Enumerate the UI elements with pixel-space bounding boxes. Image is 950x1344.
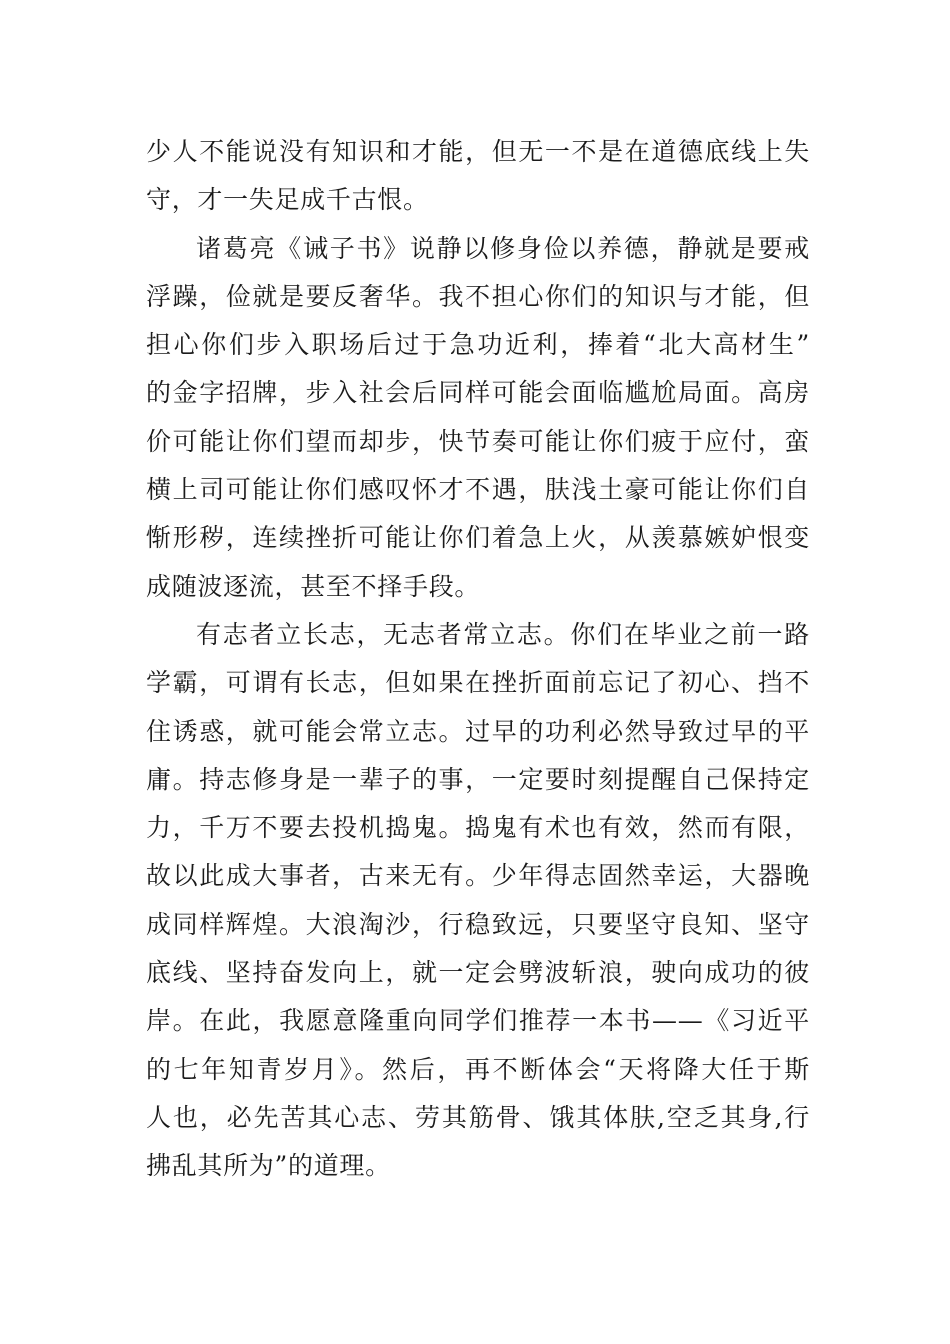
paragraph-3-line-5: 力，千万不要去投机捣鬼。捣鬼有术也有效，然而有限， [146,813,810,843]
paragraph-3-line-7: 成同样辉煌。大浪淘沙，行稳致远，只要坚守良知、坚守 [146,909,810,939]
paragraph-3-line-11: 人也，必先苦其心志、劳其筋骨、饿其体肤,空乏其身,行 [146,1102,810,1132]
paragraph-1-line-2: 守，才一失足成千古恨。 [146,185,429,215]
paragraph-2-line-4: 的金字招牌，步入社会后同样可能会面临尴尬局面。高房 [146,378,810,408]
paragraph-3-line-2: 学霸，可谓有长志，但如果在挫折面前忘记了初心、挡不 [146,668,810,698]
paragraph-2-line-5: 价可能让你们望而却步，快节奏可能让你们疲于应付，蛮 [146,426,810,456]
paragraph-2-line-2: 浮躁，俭就是要反奢华。我不担心你们的知识与才能，但 [146,281,810,311]
paragraph-3-line-9: 岸。在此，我愿意隆重向同学们推荐一本书——《习近平 [146,1006,810,1036]
paragraph-3-line-10: 的七年知青岁月》。然后，再不断体会“天将降大任于斯 [146,1054,810,1084]
paragraph-2-line-8: 成随波逐流，甚至不择手段。 [146,571,481,601]
paragraph-3-line-12: 拂乱其所为”的道理。 [146,1151,391,1181]
paragraph-2-line-1: 诸葛亮《诫子书》说静以修身俭以养德，静就是要戒 [196,233,810,263]
paragraph-3-line-6: 故以此成大事者，古来无有。少年得志固然幸运，大器晚 [146,861,810,891]
paragraph-1-line-1: 少人不能说没有知识和才能，但无一不是在道德底线上失 [146,137,810,166]
paragraph-3-line-8: 底线、坚持奋发向上，就一定会劈波斩浪，驶向成功的彼 [146,958,810,988]
paragraph-3-line-3: 住诱惑，就可能会常立志。过早的功利必然导致过早的平 [146,716,810,746]
paragraph-3-line-1: 有志者立长志，无志者常立志。你们在毕业之前一路 [196,619,810,649]
paragraph-3-line-4: 庸。持志修身是一辈子的事，一定要时刻提醒自己保持定 [146,764,810,794]
body-text [146,128,810,1191]
paragraph-2-line-7: 惭形秽，连续挫折可能让你们着急上火，从羡慕嫉妒恨变 [146,523,810,553]
paragraph-2-line-6: 横上司可能让你们感叹怀才不遇，肤浅土豪可能让你们自 [146,475,810,505]
paragraph-2-line-3: 担心你们步入职场后过于急功近利，捧着“北大高材生” [146,330,810,360]
